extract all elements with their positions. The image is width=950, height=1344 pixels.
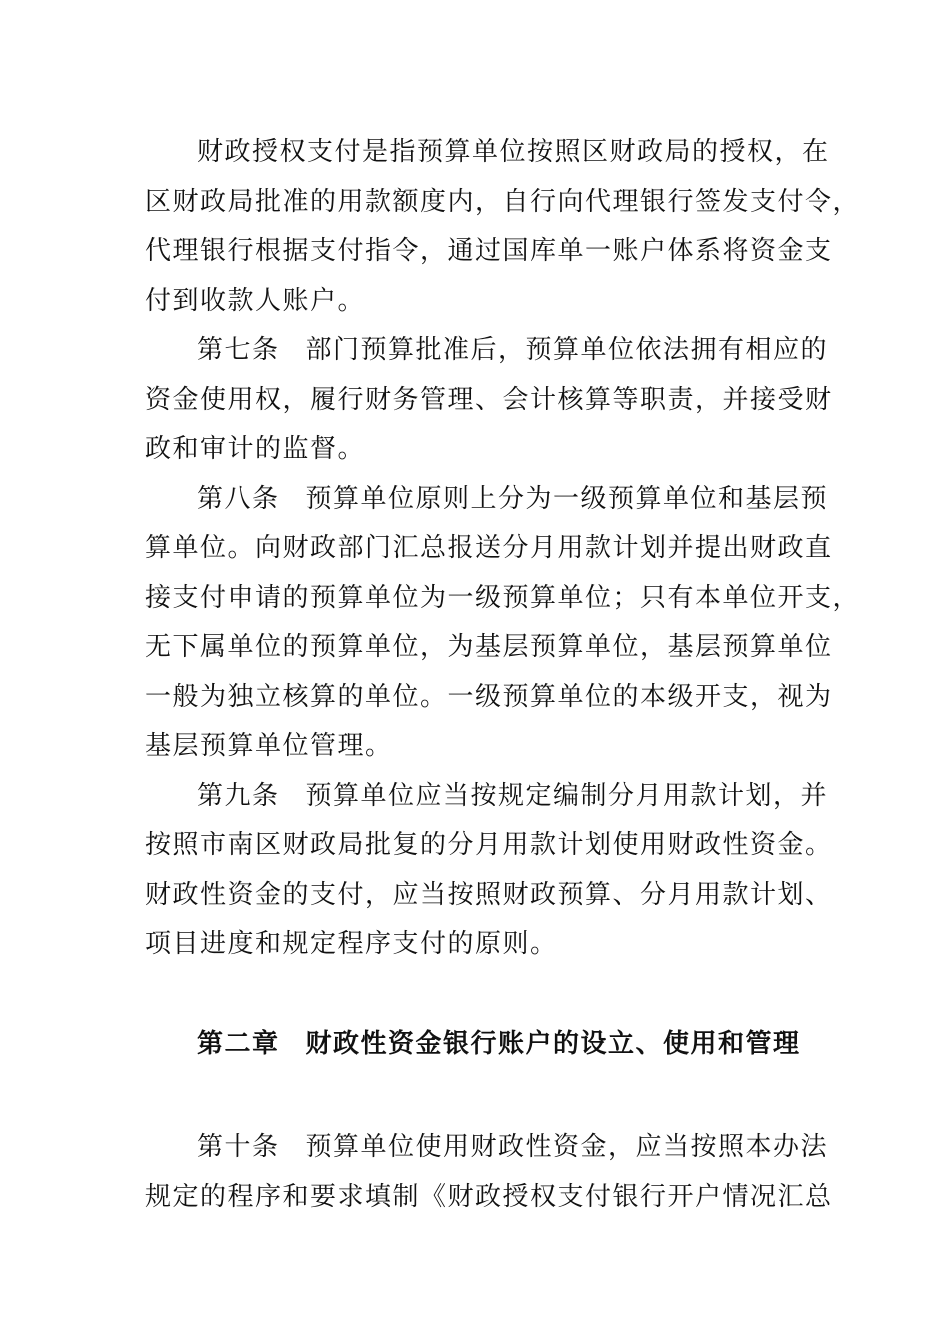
text-line: 部门预算批准后，预算单位依法拥有相应的 xyxy=(305,335,829,365)
text-line: 资金使用权，履行财务管理、会计核算等职责，并接受财 xyxy=(145,384,833,415)
article-8-first-line xyxy=(145,475,829,525)
chapter-heading xyxy=(145,1020,801,1070)
text-line: 预算单位使用财政性资金，应当按照本办法 xyxy=(305,1132,829,1162)
text-line: 基层预算单位管理。 xyxy=(145,731,393,761)
text-line: 项目进度和规定程序支付的原则。 xyxy=(145,929,558,959)
text-line: 一般为独立核算的单位。一级预算单位的本级开支，视为 xyxy=(145,681,833,712)
paragraph-authorized-payment xyxy=(145,128,861,326)
text-line: 接支付申请的预算单位为一级预算单位；只有本单位开支， xyxy=(145,582,861,613)
article-8 xyxy=(145,475,861,772)
text-line: 财政授权支付是指预算单位按照区财政局的授权，在 xyxy=(197,137,830,167)
text-line: 按照市南区财政局批复的分月用款计划使用财政性资金。 xyxy=(145,830,833,860)
text-line: 预算单位应当按规定编制分月用款计划，并 xyxy=(305,780,829,811)
text-line: 付到收款人账户。 xyxy=(145,285,366,316)
article-9 xyxy=(145,772,833,970)
article-9-first-line xyxy=(145,772,829,822)
chapter-title: 财政性资金银行账户的设立、使用和管理 xyxy=(305,1028,801,1059)
text-line: 财政性资金的支付，应当按照财政预算、分月用款计划、 xyxy=(145,879,833,910)
article-number: 第七条 xyxy=(197,335,280,365)
article-number: 第十条 xyxy=(197,1132,280,1162)
article-10-first-line xyxy=(145,1123,829,1173)
chapter-number: 第二章 xyxy=(197,1028,280,1059)
article-number: 第八条 xyxy=(197,483,280,514)
text-line: 区财政局批准的用款额度内，自行向代理银行签发支付令， xyxy=(145,186,861,217)
article-number: 第九条 xyxy=(197,780,280,811)
document-body xyxy=(145,128,861,1222)
article-10 xyxy=(145,1123,833,1222)
text-line: 预算单位原则上分为一级预算单位和基层预 xyxy=(305,483,829,514)
text-line: 代理银行根据支付指令，通过国库单一账户体系将资金支 xyxy=(145,236,833,266)
article-7-first-line xyxy=(145,326,829,376)
text-line: 无下属单位的预算单位，为基层预算单位，基层预算单位 xyxy=(145,632,833,662)
text-line: 算单位。向财政部门汇总报送分月用款计划并提出财政直 xyxy=(145,533,833,563)
text-line: 政和审计的监督。 xyxy=(145,434,366,464)
article-7 xyxy=(145,326,833,475)
text-line: 规定的程序和要求填制《财政授权支付银行开户情况汇总 xyxy=(145,1181,833,1212)
